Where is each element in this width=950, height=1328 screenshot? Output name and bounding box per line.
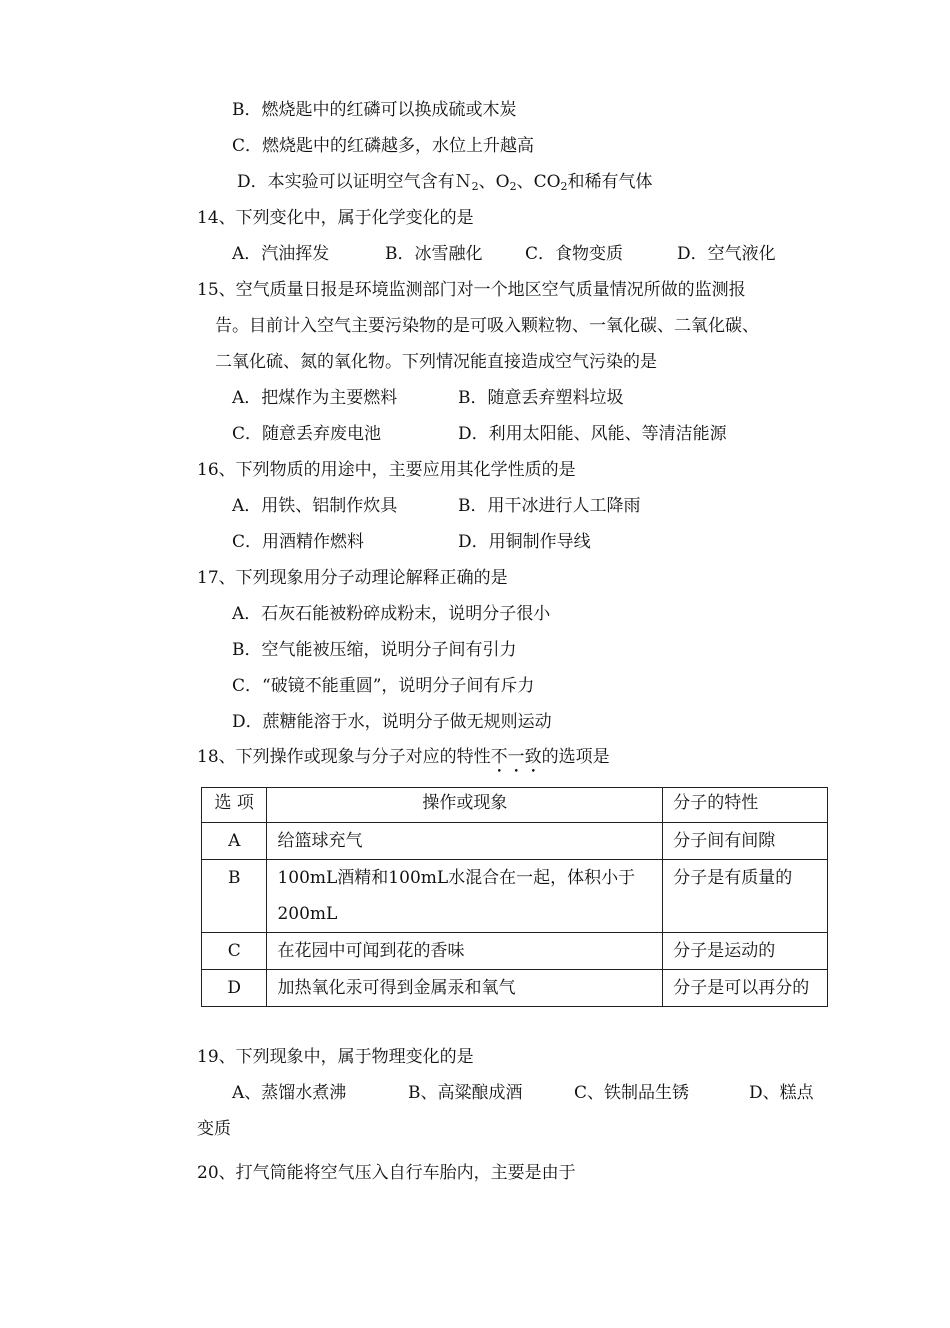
q17-stem: 17、下列现象用分子动理论解释正确的是 bbox=[197, 568, 508, 588]
q15-stem-line1: 15、空气质量日报是环境监测部门对一个地区空气质量情况所做的监测报 bbox=[197, 280, 746, 300]
q16-option-a: A．用铁、铝制作炊具 bbox=[232, 496, 398, 516]
q17-option-b: B．空气能被压缩，说明分子间有引力 bbox=[232, 640, 517, 660]
q17-option-c: C．“破镜不能重圆”，说明分子间有斥力 bbox=[232, 676, 535, 696]
table-row bbox=[202, 933, 828, 970]
q15-option-a: A．把煤作为主要燃料 bbox=[232, 388, 398, 408]
q13-option-c: C．燃烧匙中的红磷越多，水位上升越高 bbox=[232, 136, 535, 156]
q14-option-b: B．冰雪融化 bbox=[385, 244, 483, 264]
table-row bbox=[202, 823, 828, 860]
table-row bbox=[202, 860, 828, 933]
q20-stem: 20、打气筒能将空气压入自行车胎内，主要是由于 bbox=[197, 1163, 576, 1183]
q15-option-c: C．随意丢弃废电池 bbox=[232, 424, 382, 444]
q18-stem: 18、下列操作或现象与分子对应的特性不一致的选项是 bbox=[197, 747, 610, 767]
q15-option-d: D．利用太阳能、风能、等清洁能源 bbox=[458, 424, 727, 444]
q14-option-d: D．空气液化 bbox=[677, 244, 776, 264]
q18-emphasis: 不一致 bbox=[490, 747, 542, 767]
q15-stem-line2: 告。目前计入空气主要污染物的是可吸入颗粒物、一氧化碳、二氧化碳、 bbox=[215, 316, 759, 336]
q15-stem-line3: 二氧化硫、氮的氧化物。下列情况能直接造成空气污染的是 bbox=[215, 352, 657, 372]
table-cell: 分子是有质量的 bbox=[663, 860, 828, 933]
table-cell: C bbox=[202, 933, 267, 970]
q16-option-d: D．用铜制作导线 bbox=[458, 532, 591, 552]
header-property: 分子的特性 bbox=[663, 788, 828, 823]
header-operation: 操作或现象 bbox=[267, 788, 663, 823]
table-row bbox=[202, 970, 828, 1007]
q19-option-a: A、蒸馏水煮沸 bbox=[232, 1083, 347, 1103]
q14-option-c: C．食物变质 bbox=[525, 244, 624, 264]
table-cell: 分子间有间隙 bbox=[663, 823, 828, 860]
q18-table bbox=[201, 787, 828, 1007]
table-cell: 在花园中可闻到花的香味 bbox=[267, 933, 663, 970]
table-header-row bbox=[202, 788, 828, 823]
table-cell: 给篮球充气 bbox=[267, 823, 663, 860]
table-cell: 分子是运动的 bbox=[663, 933, 828, 970]
q15-option-b: B．随意丢弃塑料垃圾 bbox=[458, 388, 624, 408]
q14-option-a: A．汽油挥发 bbox=[232, 244, 330, 264]
q19-option-b: B、高粱酿成酒 bbox=[408, 1083, 523, 1103]
table-cell: 分子是可以再分的 bbox=[663, 970, 828, 1007]
q17-option-d: D．蔗糖能溶于水，说明分子做无规则运动 bbox=[232, 712, 552, 732]
q19-option-d-wrap: 变质 bbox=[197, 1119, 231, 1139]
table-cell: A bbox=[202, 823, 267, 860]
q19-option-d: D、糕点 bbox=[749, 1083, 814, 1103]
q16-stem: 16、下列物质的用途中，主要应用其化学性质的是 bbox=[197, 460, 576, 480]
table-cell: 100mL酒精和100mL水混合在一起，体积小于200mL bbox=[267, 860, 663, 933]
q13-option-d: D．本实验可以证明空气含有Ｎ$_2$、$O_2$、$CO_2$和稀有气体 bbox=[237, 172, 653, 193]
q17-option-a: A．石灰石能被粉碎成粉末，说明分子很小 bbox=[232, 604, 551, 624]
q16-option-c: C．用酒精作燃料 bbox=[232, 532, 365, 552]
q14-stem: 14、下列变化中，属于化学变化的是 bbox=[197, 208, 474, 228]
q13-option-b: B．燃烧匙中的红磷可以换成硫或木炭 bbox=[232, 100, 517, 120]
q19-stem: 19、下列现象中，属于物理变化的是 bbox=[197, 1047, 474, 1067]
q16-option-b: B．用干冰进行人工降雨 bbox=[458, 496, 641, 516]
table-cell: 加热氧化汞可得到金属汞和氧气 bbox=[267, 970, 663, 1007]
q19-option-c: C、铁制品生锈 bbox=[574, 1083, 690, 1103]
table-cell: D bbox=[202, 970, 267, 1007]
table-cell: B bbox=[202, 860, 267, 933]
header-option: 选 项 bbox=[202, 788, 267, 823]
